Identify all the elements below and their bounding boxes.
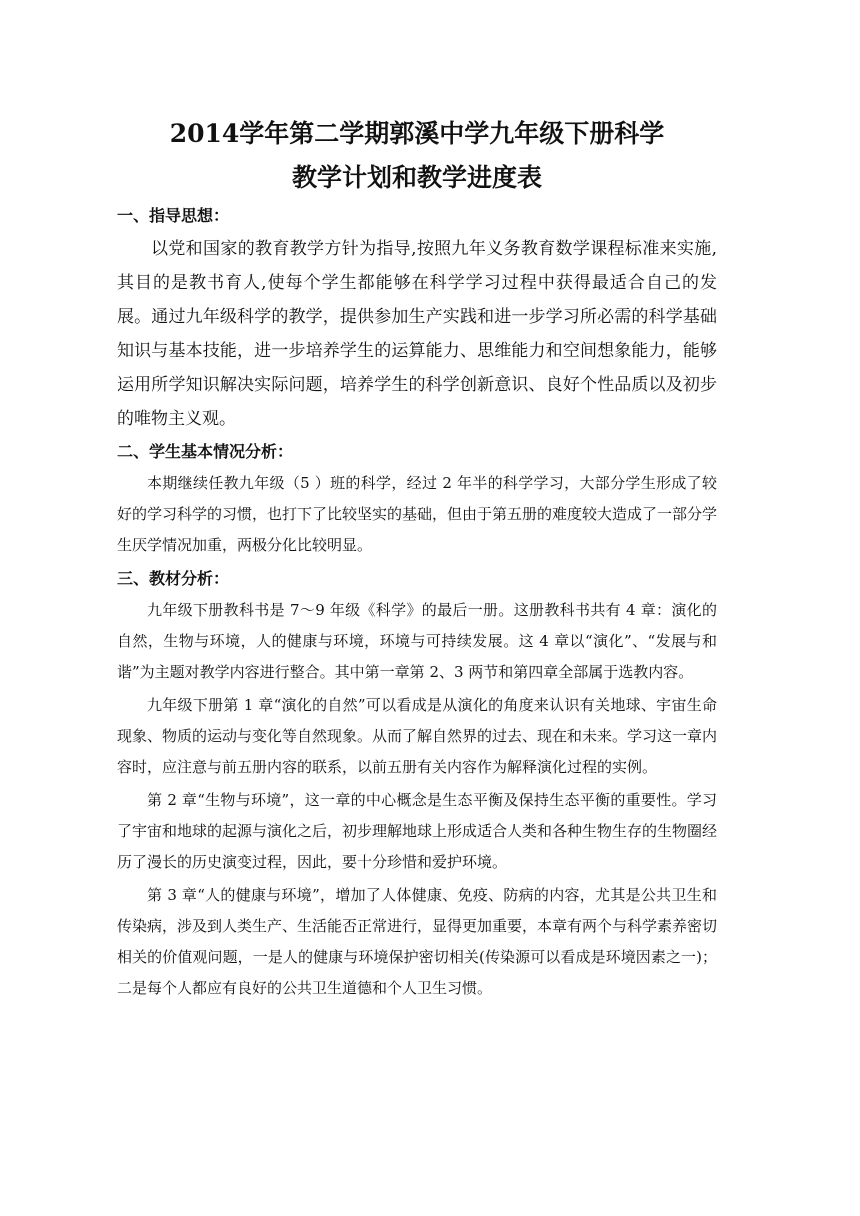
section-heading: 二、学生基本情况分析： bbox=[117, 442, 294, 461]
document-title-line-1: 2014学年第二学期郭溪中学九年级下册科学 bbox=[169, 119, 665, 148]
document-title-line-2: 教学计划和教学进度表 bbox=[291, 163, 542, 192]
section-guiding-thought bbox=[117, 200, 717, 436]
paragraph: 第 2 章“生物与环境”，这一章的中心概念是生态平衡及保持生态平衡的重要性。学习了宇宙和地球的起源与演化之后，初步理解地球上形成适合人类和各种生物生存的生物圈经历了漫长的历史演变过程，因此，要十分珍惜和爱护环境。 bbox=[117, 791, 718, 871]
section-heading: 三、教材分析： bbox=[117, 569, 230, 588]
paragraph: 九年级下册教科书是 7～9 年级《科学》的最后一册。这册教科书共有 4 章：演化的自然，生物与环境，人的健康与环境，环境与可持续发展。这 4 章以“演化”、“发展与和谐”为主题对教学内容进行整合。其中第一章第 2、3 两节和第四章全部属于选教内容。 bbox=[117, 601, 717, 681]
document-page bbox=[117, 112, 717, 1006]
section-textbook-analysis bbox=[117, 563, 717, 1004]
paragraph: 第 3 章“人的健康与环境”，增加了人体健康、免疫、防病的内容，尤其是公共卫生和传染病，涉及到人类生产、生活能否正常进行，显得更加重要，本章有两个与科学素养密切相关的价值观问题，一是人的健康与环境保护密切相关(传染源可以看成是环境因素之一)；二是每个人都应有良好的公共卫生道德和个人卫生习惯。 bbox=[117, 886, 718, 997]
paragraph: 九年级下册第 1 章“演化的自然”可以看成是从演化的角度来认识有关地球、宇宙生命现象、物质的运动与变化等自然现象。从而了解自然界的过去、现在和未来。学习这一章内容时，应注意与前五册内容的联系，以前五册有关内容作为解释演化过程的实例。 bbox=[117, 696, 718, 776]
section-heading: 一、指导思想： bbox=[117, 206, 230, 225]
paragraph: 本期继续任教九年级（5 ）班的科学，经过 2 年半的科学学习，大部分学生形成了较好的学习科学的习惯，也打下了比较坚实的基础，但由于第五册的难度较大造成了一部分学生厌学情况加重，两极分化比较明显。 bbox=[117, 474, 718, 554]
paragraph: 以党和国家的教育教学方针为指导,按照九年义务教育数学课程标准来实施,其目的是教书育人,使每个学生都能够在科学学习过程中获得最适合自己的发展。通过九年级科学的教学，提供参加生产实践和进一步学习所必需的科学基础知识与基本技能，进一步培养学生的运算能力、思维能力和空间想象能力，能够运用所学知识解决实际问题，培养学生的科学创新意识、良好个性品质以及初步的唯物主义观。 bbox=[117, 239, 717, 429]
section-student-analysis bbox=[117, 436, 717, 561]
